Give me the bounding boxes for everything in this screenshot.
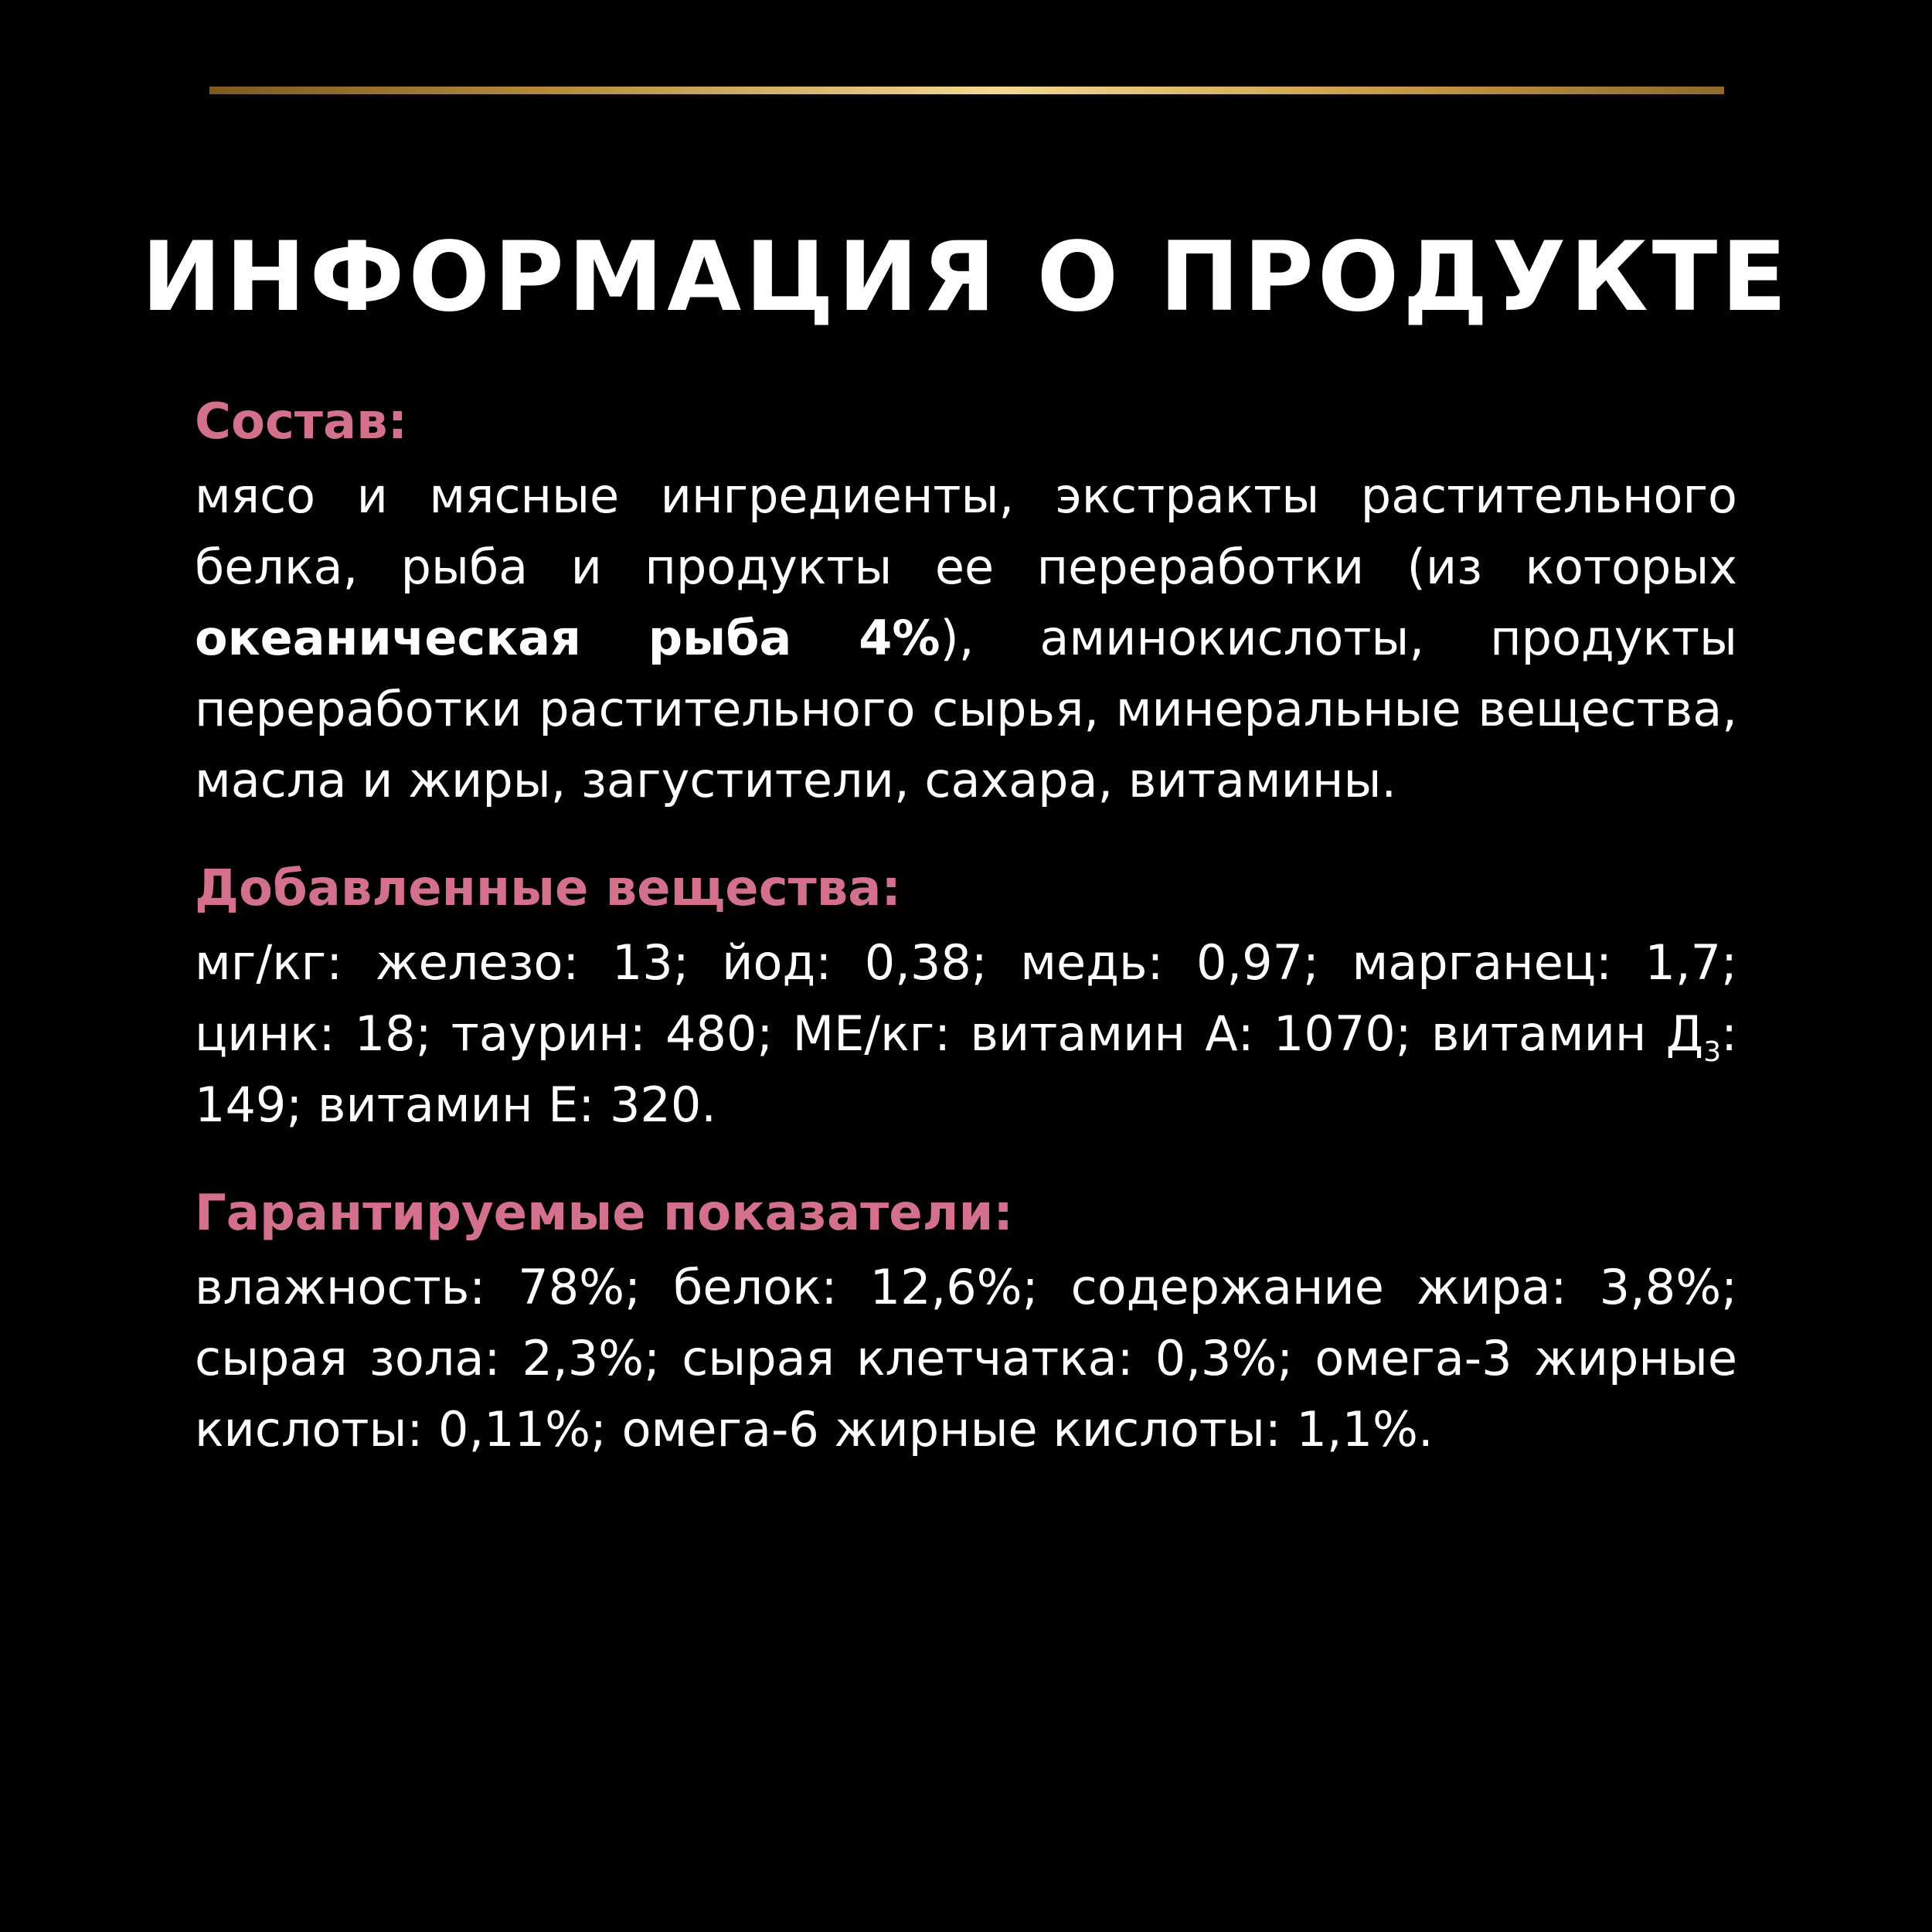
composition-heading: Состав: xyxy=(195,393,408,451)
additives-text-start: мг/кг: железо: 13; йод: 0,38; медь: 0,97; марганец: 1,7; цинк: 18; таурин: 480; МЕ/кг: витамин А: 1070; витамин Д xyxy=(195,934,1737,1062)
composition-highlight: океаническая рыба 4% xyxy=(195,610,940,666)
vitamin-d-subscript: 3 xyxy=(1703,1036,1722,1068)
additives-text-end: : 149; витамин Е: 320. xyxy=(195,1005,1737,1133)
additives-section xyxy=(195,850,1737,1141)
additives-text xyxy=(195,927,1737,1141)
page-title: ИНФОРМАЦИЯ О ПРОДУКТЕ xyxy=(141,222,1791,334)
composition-text-start: мясо и мясные ингредиенты, экстракты растительного белка, рыба и продукты ее переработки (из которых xyxy=(195,468,1737,595)
composition-text-end: ), аминокислоты, продукты переработки растительного сырья, минеральные вещества, масла и жиры, загустители, сахара, витамины. xyxy=(195,610,1737,808)
gold-divider-line xyxy=(209,87,1724,94)
guaranteed-heading: Гарантируемые показатели: xyxy=(195,1185,1013,1242)
product-info-content xyxy=(195,383,1737,1499)
guaranteed-section xyxy=(195,1175,1737,1465)
composition-text xyxy=(195,461,1737,816)
composition-section xyxy=(195,383,1737,816)
guaranteed-text: влажность: 78%; белок: 12,6%; содержание жира: 3,8%; сырая зола: 2,3%; сырая клетчатка: 0,3%; омега-3 жирные кислоты: 0,11%; омега-6 жирные кислоты: 1,1%. xyxy=(195,1259,1737,1458)
additives-heading: Добавленные вещества: xyxy=(195,860,901,917)
